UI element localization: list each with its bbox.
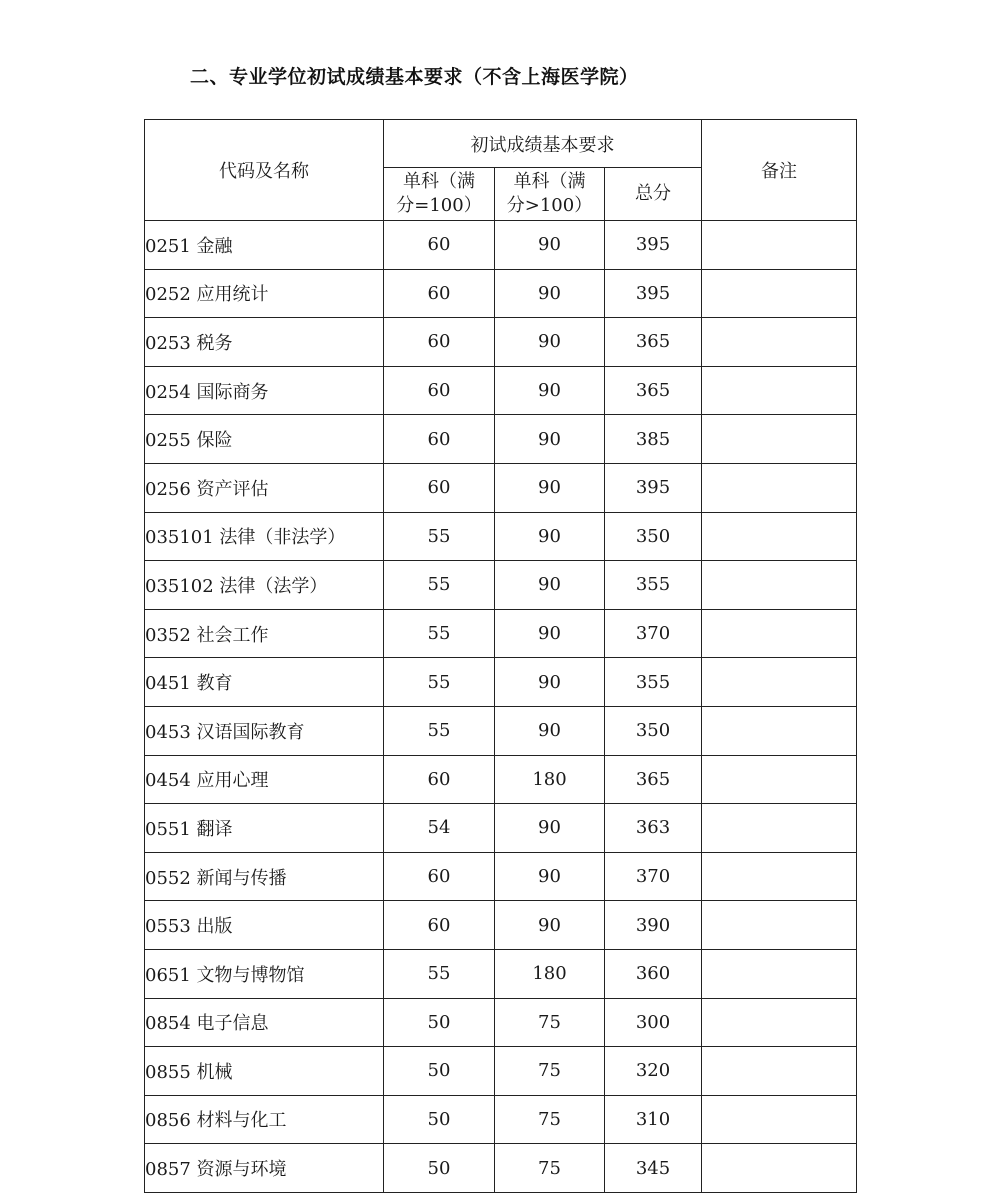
program-name: 0255 保险 <box>145 415 384 464</box>
score-requirements-table <box>144 119 857 1193</box>
single-subject-over-100-score: 90 <box>495 901 605 950</box>
single-subject-over-100-score: 90 <box>495 609 605 658</box>
single-subject-100-score: 55 <box>384 706 495 755</box>
total-score: 320 <box>605 1047 702 1096</box>
note-cell <box>702 318 857 367</box>
single-subject-100-score: 50 <box>384 1095 495 1144</box>
single-subject-100-score: 55 <box>384 512 495 561</box>
table-row <box>145 512 857 561</box>
program-name: 0856 材料与化工 <box>145 1095 384 1144</box>
table-header <box>145 120 857 221</box>
header-single-subject-100-line1: 单科（满 <box>403 171 475 192</box>
single-subject-over-100-score: 90 <box>495 804 605 853</box>
single-subject-over-100-score: 75 <box>495 998 605 1047</box>
note-cell <box>702 609 857 658</box>
header-code-name: 代码及名称 <box>145 120 384 221</box>
note-cell <box>702 269 857 318</box>
header-single-subject-over-100-line2: 分>100） <box>506 195 593 216</box>
note-cell <box>702 706 857 755</box>
note-cell <box>702 561 857 610</box>
program-name: 0552 新闻与传播 <box>145 852 384 901</box>
total-score: 363 <box>605 804 702 853</box>
single-subject-100-score: 55 <box>384 949 495 998</box>
single-subject-over-100-score: 90 <box>495 463 605 512</box>
total-score: 385 <box>605 415 702 464</box>
table-body <box>145 221 857 1193</box>
program-name: 0855 机械 <box>145 1047 384 1096</box>
single-subject-100-score: 60 <box>384 901 495 950</box>
note-cell <box>702 852 857 901</box>
section-heading: 二、专业学位初试成绩基本要求（不含上海医学院） <box>190 66 639 88</box>
table-row <box>145 901 857 950</box>
single-subject-100-score: 54 <box>384 804 495 853</box>
single-subject-100-score: 60 <box>384 366 495 415</box>
single-subject-over-100-score: 90 <box>495 415 605 464</box>
total-score: 395 <box>605 269 702 318</box>
single-subject-100-score: 50 <box>384 1144 495 1193</box>
total-score: 365 <box>605 755 702 804</box>
single-subject-100-score: 50 <box>384 1047 495 1096</box>
total-score: 310 <box>605 1095 702 1144</box>
single-subject-100-score: 60 <box>384 755 495 804</box>
program-name: 0854 电子信息 <box>145 998 384 1047</box>
program-name: 0551 翻译 <box>145 804 384 853</box>
header-single-subject-100 <box>384 168 495 221</box>
total-score: 355 <box>605 658 702 707</box>
table-row <box>145 1095 857 1144</box>
note-cell <box>702 755 857 804</box>
single-subject-over-100-score: 180 <box>495 755 605 804</box>
single-subject-over-100-score: 90 <box>495 852 605 901</box>
header-score-requirements: 初试成绩基本要求 <box>384 120 702 168</box>
total-score: 390 <box>605 901 702 950</box>
single-subject-100-score: 55 <box>384 658 495 707</box>
note-cell <box>702 366 857 415</box>
total-score: 395 <box>605 463 702 512</box>
total-score: 355 <box>605 561 702 610</box>
single-subject-100-score: 55 <box>384 561 495 610</box>
note-cell <box>702 1095 857 1144</box>
single-subject-over-100-score: 75 <box>495 1047 605 1096</box>
total-score: 395 <box>605 221 702 270</box>
single-subject-over-100-score: 90 <box>495 221 605 270</box>
total-score: 365 <box>605 366 702 415</box>
program-name: 0254 国际商务 <box>145 366 384 415</box>
note-cell <box>702 415 857 464</box>
note-cell <box>702 1144 857 1193</box>
header-total: 总分 <box>605 168 702 221</box>
program-name: 0454 应用心理 <box>145 755 384 804</box>
program-name: 0256 资产评估 <box>145 463 384 512</box>
total-score: 365 <box>605 318 702 367</box>
note-cell <box>702 463 857 512</box>
header-single-subject-100-line2: 分=100） <box>396 195 482 216</box>
single-subject-over-100-score: 90 <box>495 561 605 610</box>
program-name: 0651 文物与博物馆 <box>145 949 384 998</box>
header-single-subject-over-100-line1: 单科（满 <box>513 171 586 192</box>
total-score: 370 <box>605 609 702 658</box>
single-subject-over-100-score: 90 <box>495 706 605 755</box>
program-name: 0252 应用统计 <box>145 269 384 318</box>
table-row <box>145 804 857 853</box>
single-subject-100-score: 60 <box>384 415 495 464</box>
table-row <box>145 609 857 658</box>
single-subject-100-score: 60 <box>384 221 495 270</box>
table-row <box>145 269 857 318</box>
table-row <box>145 658 857 707</box>
note-cell <box>702 804 857 853</box>
single-subject-over-100-score: 75 <box>495 1095 605 1144</box>
total-score: 350 <box>605 706 702 755</box>
program-name: 0553 出版 <box>145 901 384 950</box>
header-note: 备注 <box>702 120 857 221</box>
table-row <box>145 366 857 415</box>
total-score: 370 <box>605 852 702 901</box>
single-subject-100-score: 60 <box>384 269 495 318</box>
single-subject-100-score: 50 <box>384 998 495 1047</box>
program-name: 035102 法律（法学） <box>145 561 384 610</box>
table-row <box>145 221 857 270</box>
table-row <box>145 561 857 610</box>
program-name: 0453 汉语国际教育 <box>145 706 384 755</box>
program-name: 0251 金融 <box>145 221 384 270</box>
note-cell <box>702 998 857 1047</box>
single-subject-100-score: 60 <box>384 852 495 901</box>
table-row <box>145 852 857 901</box>
single-subject-over-100-score: 180 <box>495 949 605 998</box>
program-name: 0253 税务 <box>145 318 384 367</box>
total-score: 350 <box>605 512 702 561</box>
single-subject-over-100-score: 90 <box>495 366 605 415</box>
table-row <box>145 755 857 804</box>
table-row <box>145 1047 857 1096</box>
table-row <box>145 1144 857 1193</box>
program-name: 0451 教育 <box>145 658 384 707</box>
table-row <box>145 706 857 755</box>
single-subject-over-100-score: 75 <box>495 1144 605 1193</box>
note-cell <box>702 512 857 561</box>
program-name: 035101 法律（非法学） <box>145 512 384 561</box>
table-row <box>145 463 857 512</box>
single-subject-over-100-score: 90 <box>495 269 605 318</box>
single-subject-over-100-score: 90 <box>495 512 605 561</box>
single-subject-100-score: 60 <box>384 318 495 367</box>
total-score: 345 <box>605 1144 702 1193</box>
table-row <box>145 415 857 464</box>
single-subject-100-score: 60 <box>384 463 495 512</box>
note-cell <box>702 1047 857 1096</box>
single-subject-over-100-score: 90 <box>495 658 605 707</box>
single-subject-over-100-score: 90 <box>495 318 605 367</box>
program-name: 0857 资源与环境 <box>145 1144 384 1193</box>
total-score: 300 <box>605 998 702 1047</box>
program-name: 0352 社会工作 <box>145 609 384 658</box>
note-cell <box>702 658 857 707</box>
table-row <box>145 998 857 1047</box>
note-cell <box>702 949 857 998</box>
table-row <box>145 949 857 998</box>
header-single-subject-over-100 <box>495 168 605 221</box>
single-subject-100-score: 55 <box>384 609 495 658</box>
table-row <box>145 318 857 367</box>
total-score: 360 <box>605 949 702 998</box>
note-cell <box>702 221 857 270</box>
note-cell <box>702 901 857 950</box>
